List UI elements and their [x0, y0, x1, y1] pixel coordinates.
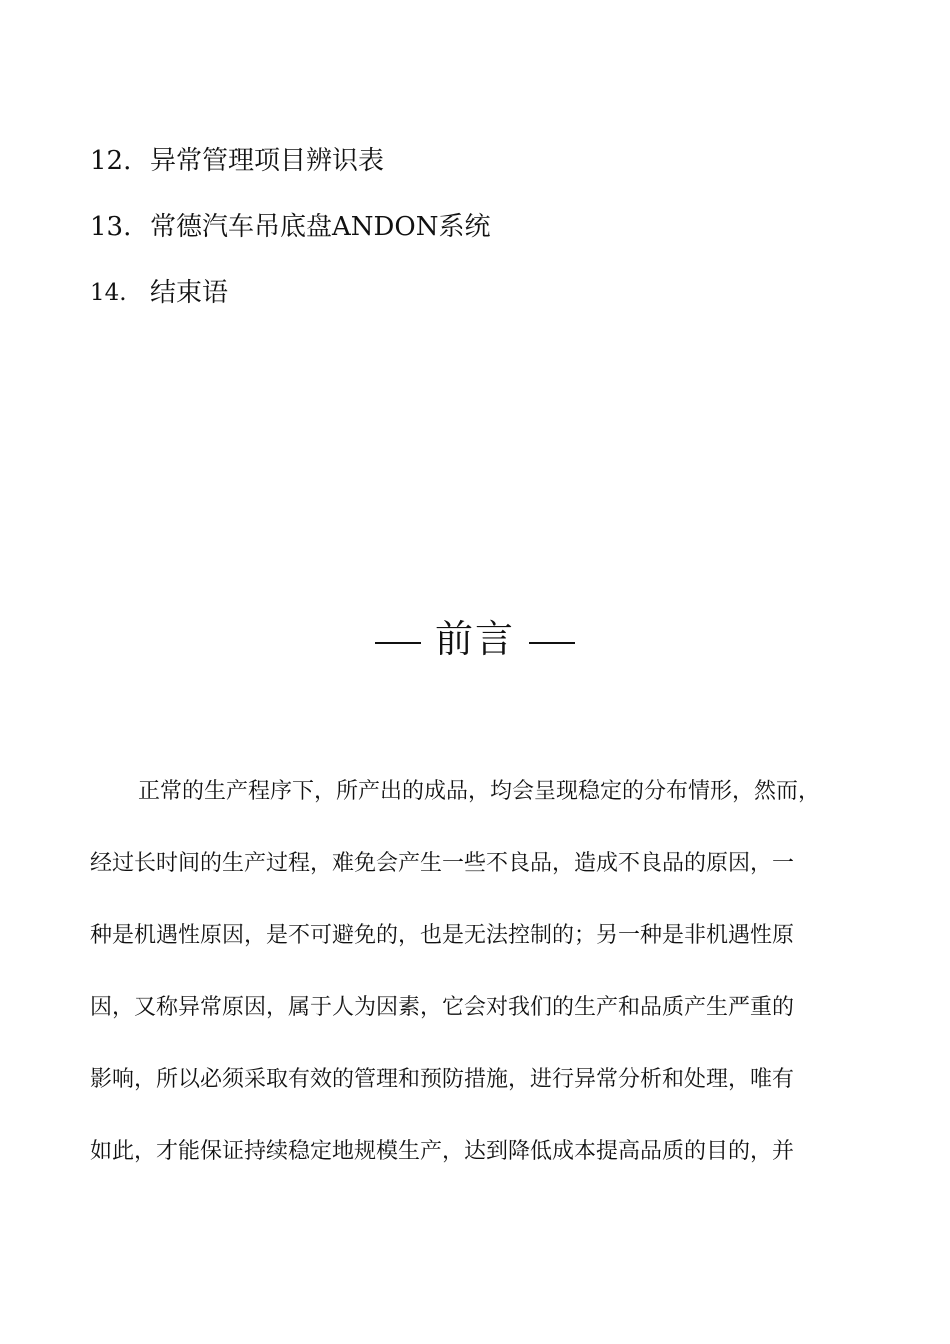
toc-item-13	[90, 194, 870, 260]
paragraph-line: 因，又称异常原因，属于人为因素，它会对我们的生产和品质产生严重的	[90, 995, 795, 1020]
toc-item-14	[90, 260, 870, 326]
paragraph-line: 种是机遇性原因，是不可避免的，也是无法控制的；另一种是非机遇性原	[90, 923, 795, 948]
section-title: 前言	[434, 617, 515, 661]
toc-item-number: 13.	[90, 212, 132, 242]
toc-item-title: 异常管理项目辨识表	[150, 146, 385, 176]
toc-item-title: 常德汽车吊底盘ANDON系统	[150, 212, 491, 242]
heading-dash-right	[529, 642, 575, 644]
toc-item-number: 12.	[90, 146, 132, 176]
table-of-contents	[90, 128, 870, 326]
preface-paragraph	[90, 756, 860, 1188]
section-heading	[0, 612, 950, 666]
paragraph-line: 影响，所以必须采取有效的管理和预防措施，进行异常分析和处理，唯有	[90, 1067, 795, 1092]
paragraph-line: 正常的生产程序下，所产出的成品，均会呈现稳定的分布情形，然而，	[138, 779, 821, 804]
toc-item-number: 14.	[90, 279, 127, 306]
toc-item-12	[90, 128, 870, 194]
toc-item-title: 结束语	[150, 278, 229, 308]
heading-dash-left	[375, 642, 421, 644]
paragraph-line: 经过长时间的生产过程，难免会产生一些不良品，造成不良品的原因，一	[90, 851, 795, 876]
paragraph-line: 如此，才能保证持续稳定地规模生产，达到降低成本提高品质的目的，并	[90, 1139, 795, 1164]
